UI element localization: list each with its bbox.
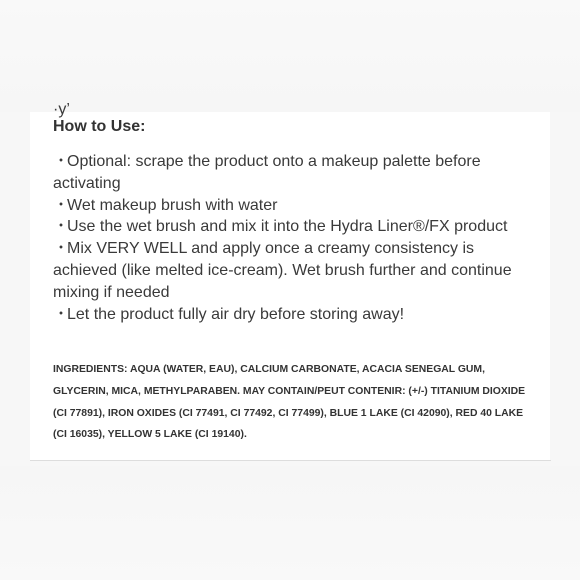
ingredients-text: INGREDIENTS: AQUA (WATER, EAU), CALCIUM CARBONATE, ACACIA SENEGAL GUM, GLYCERIN, MICA, METHYLPARABEN. MAY CONTAIN/PEUT CONTENIR: (+/-) TITANIUM DIOXIDE (CI 77891), IRON OXIDES (CI 77491, CI 77492, CI 77499), BLUE 1 LAKE (CI 42090), RED 40 LAKE (CI 16035), YELLOW 5 LAKE (CI 19140). xyxy=(53,364,526,441)
bullet-icon: ・ xyxy=(53,218,70,236)
bottom-background xyxy=(0,466,580,580)
instruction-step xyxy=(53,216,533,238)
instruction-step xyxy=(53,304,533,326)
instruction-step xyxy=(53,195,533,217)
instruction-text: Optional: scrape the product onto a makeup palette before activating xyxy=(53,153,481,192)
instruction-step xyxy=(53,238,533,303)
how-to-use-heading: How to Use: xyxy=(53,118,146,135)
bullet-icon: ・ xyxy=(53,240,70,258)
bullet-icon: ・ xyxy=(53,305,70,323)
bullet-icon: ・ xyxy=(53,196,70,214)
instruction-text: Wet makeup brush with water xyxy=(67,196,278,214)
product-description-card xyxy=(30,101,550,461)
top-background xyxy=(0,0,580,112)
divider xyxy=(30,460,551,461)
instruction-text: Mix VERY WELL and apply once a creamy consistency is achieved (like melted ice-cream). Wet brush further and continue mixing if needed xyxy=(53,240,512,301)
instruction-step xyxy=(53,151,533,195)
instruction-text: Use the wet brush and mix it into the Hydra Liner®/FX product xyxy=(67,218,508,236)
instructions-list xyxy=(53,151,533,325)
bullet-icon: ・ xyxy=(53,153,70,170)
instruction-text: Let the product fully air dry before storing away! xyxy=(67,305,405,323)
cut-off-text: ·y’ xyxy=(53,101,70,118)
